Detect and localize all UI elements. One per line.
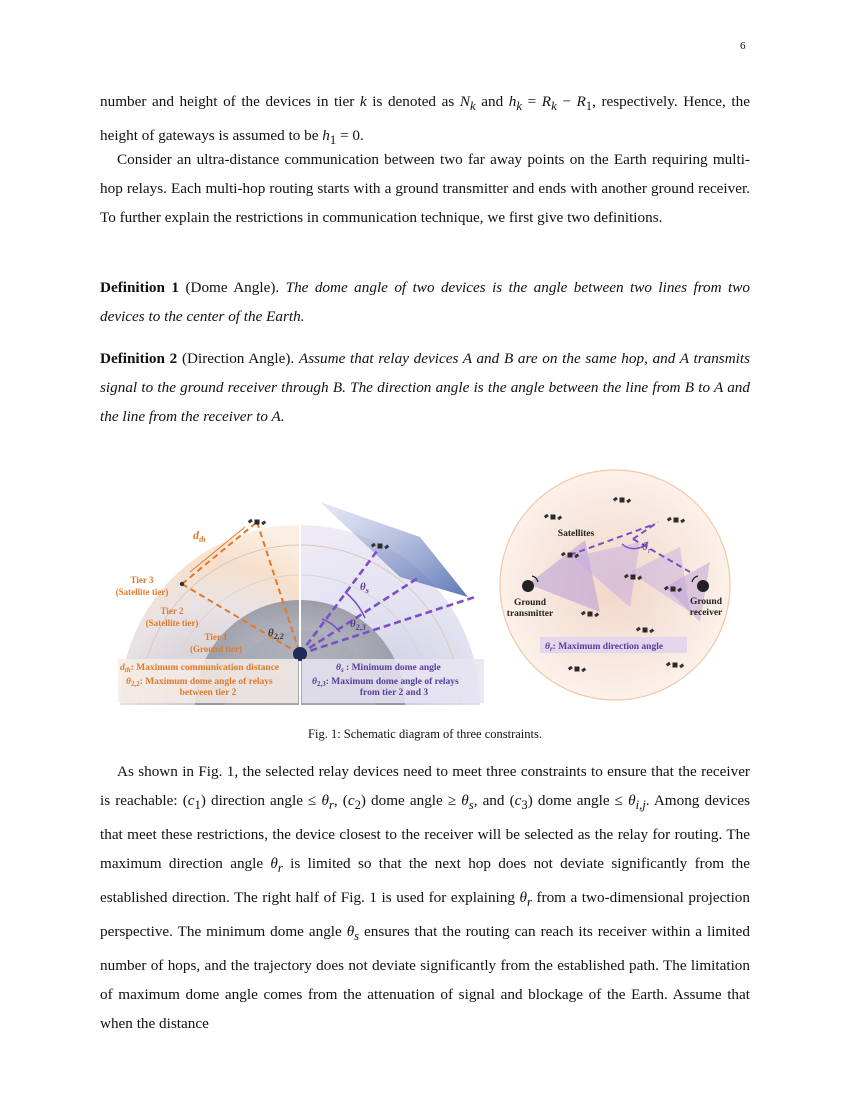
center-node <box>293 647 307 661</box>
label-ground-receiver-2: receiver <box>689 608 723 618</box>
label-theta-r: $\theta_r$ <box>642 539 652 555</box>
label-tier2: Tier 2 <box>160 606 184 616</box>
legend-theta23: $\theta_{2,3}$: Maximum dome angle of relays <box>312 677 459 688</box>
paragraph-2: Consider an ultra-distance communication between two far away points on the Earth requiring multi-hop relays. Each multi-hop routing starts with a ground transmitter and ends with another ground receiver. To further explain the restrictions in communication technique, we first give two definitions. <box>100 151 750 226</box>
definition-1: Definition 1 (Dome Angle). The dome angle of two devices is the angle between two lines from two devices to the center of the Earth. <box>100 279 751 325</box>
legend-dth: $d_{th}$: Maximum communication distance <box>120 663 280 674</box>
direction-diagram <box>500 470 730 700</box>
label-ground-receiver: Ground <box>689 597 723 607</box>
paragraph-3: As shown in Fig. 1, the selected relay devices need to meet three constraints to ensure that the receiver is reachable: $(c_1)$ direction angle ≤ $\theta_r$, $(c_2)$ dome angle ≥ $\theta_s$, and $(c_3)$ dome angle ≤ $\theta_{i,j}$. Among devices that meet these restrictions, the device closest to the receiver will be selected as the relay for routing. The maximum direction angle $\theta_r$ is limited so that the next hop does not deviate significantly from the established direction. The right half of Fig. 1 is used for explaining $\theta_r$ from a two-dimensional projection perspective. The minimum dome angle $\theta_s$ ensures that the routing can reach its receiver within a limited number of hops, and the trajectory does not deviate significantly from the established path. The limitation of maximum dome angle comes from the attenuation of signal and blockage of the Earth. Assume that when the distance <box>100 763 751 1033</box>
label-ground-transmitter-2: transmitter <box>506 609 554 619</box>
label-theta-s: $\theta_s$ <box>360 581 369 595</box>
figure-caption: Fig. 1: Schematic diagram of three constraints. <box>308 727 542 741</box>
definition-2: Definition 2 (Direction Angle). Assume that relay devices A and B are on the same hop, and A transmits signal to the ground receiver through B. The direction angle is the angle between the line from B to A and the line from the receiver to A. <box>100 350 751 425</box>
label-theta23: $\theta_{2,3}$ <box>350 618 366 632</box>
label-theta22: $\theta_{2,2}$ <box>268 627 284 641</box>
label-tier3-sub: (Satellite tier) <box>115 587 169 597</box>
label-tier1: Tier 1 <box>204 632 228 642</box>
label-tier2-sub: (Satellite tier) <box>145 618 199 628</box>
page-number: 6 <box>740 40 746 52</box>
legend-theta23-line2: from tier 2 and 3 <box>359 688 429 698</box>
label-dth: $d_{th}$ <box>193 528 206 544</box>
label-tier3: Tier 3 <box>130 575 154 585</box>
legend-theta22-line2: between tier 2 <box>179 688 237 698</box>
dome-diagram <box>116 502 484 705</box>
relay-dot <box>180 582 184 586</box>
paragraph-1: number and height of the devices in tier k is denoted as $N_k$ and $h_k = R_k - R_1$, respectively. Hence, the height of gateways is assumed to be $h_1 = 0$. <box>100 93 750 148</box>
label-satellites: Satellites <box>557 529 595 539</box>
figure-1 <box>100 462 750 707</box>
satellite-icon <box>248 519 266 525</box>
legend-theta-s: $\theta_s$ : Minimum dome angle <box>336 663 441 674</box>
label-tier1-sub: (Ground tier) <box>189 644 243 654</box>
label-ground-transmitter: Ground <box>513 598 547 608</box>
legend-theta-r: $\theta_r$: Maximum direction angle <box>545 642 664 653</box>
legend-theta22: $\theta_{2,2}$: Maximum dome angle of relays <box>126 677 273 688</box>
